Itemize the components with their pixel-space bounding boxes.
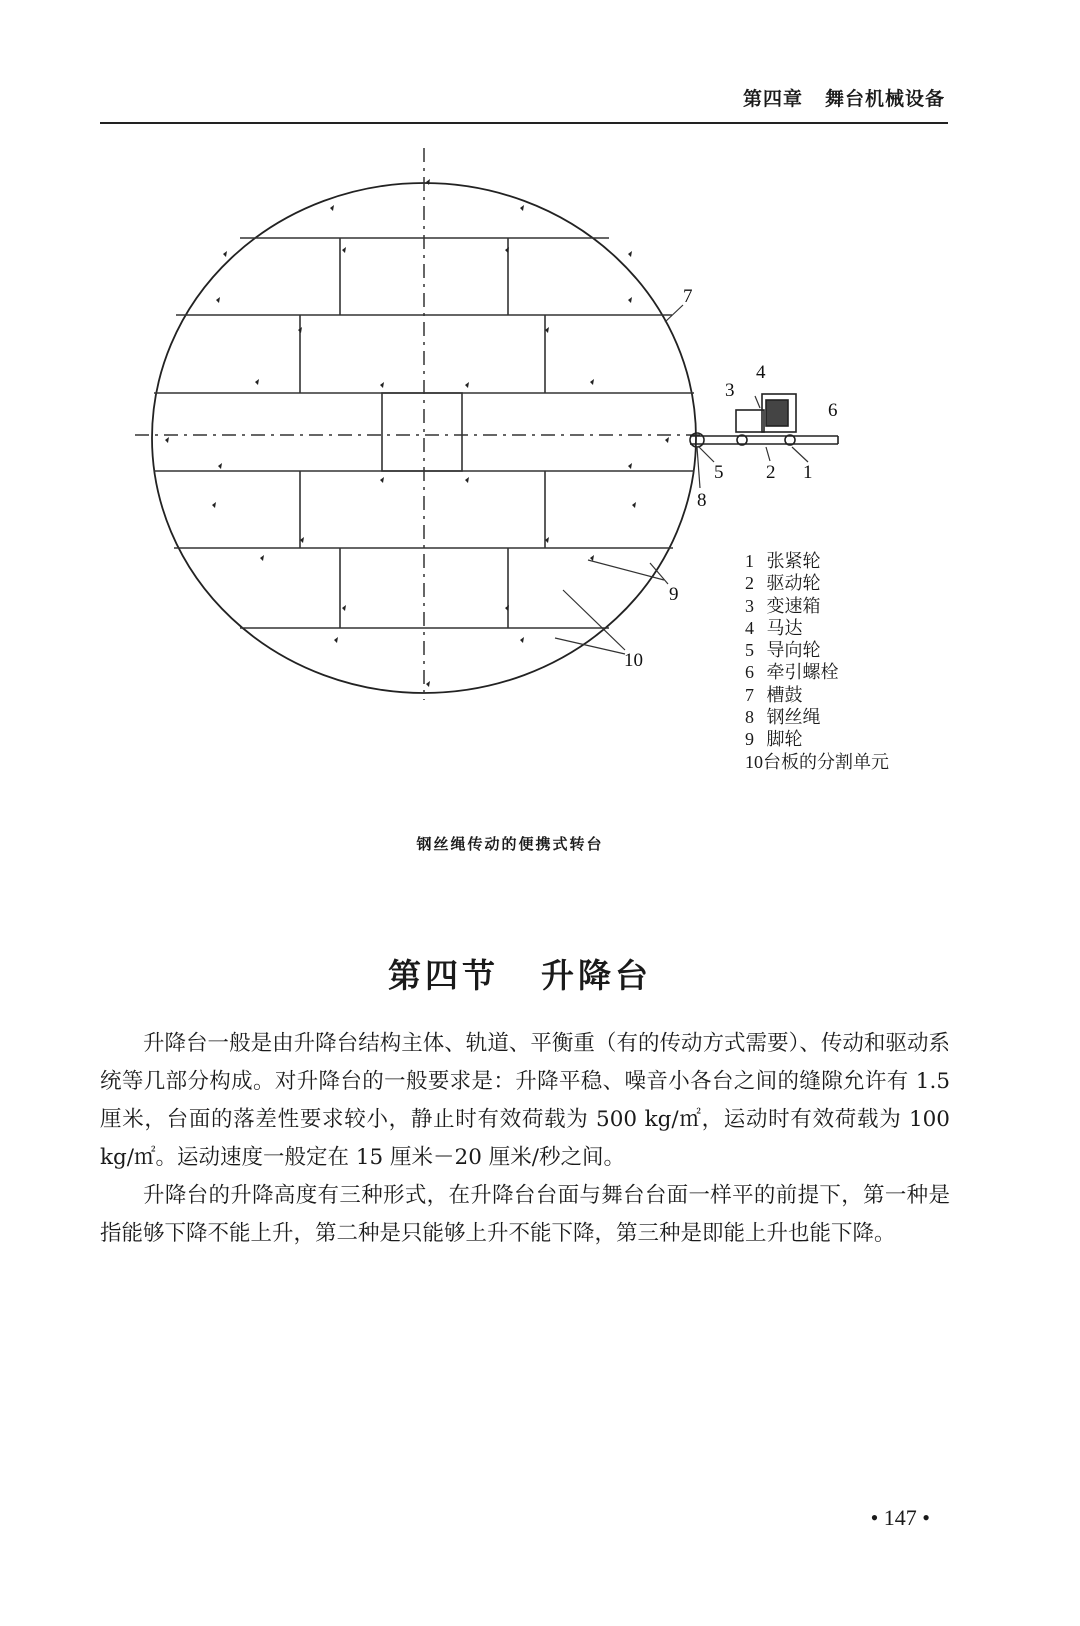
callout-1: 1 [803,462,813,483]
legend-item: 6 牵引螺栓 [745,662,839,683]
legend-item: 10台板的分割单元 [745,751,889,772]
legend-item: 1 张紧轮 [745,551,821,571]
legend-item: 8 钢丝绳 [745,707,821,728]
callout-8: 8 [697,490,707,511]
body-text [100,1025,950,1253]
callout-9: 9 [669,584,679,605]
center-panel [382,393,462,471]
callout-6: 6 [828,400,838,421]
paragraph: 升降台一般是由升降台结构主体、轨道、平衡重（有的传动方式需要）、传动和驱动系统等几部分构成。对升降台的一般要求是：升降平稳、噪音小各台之间的缝隙允许有 1.5 厘米，台面的落差性要求较小，静止时有效荷载为 500 kg/㎡，运动时有效荷载为 100 kg/㎡。运动速度一般定在 15 厘米－20 厘米/秒之间。 [100,1031,950,1170]
chapter-number: 第四章 [742,88,803,110]
legend-item: 7 槽鼓 [745,684,803,705]
chapter-title: 舞台机械设备 [824,88,945,110]
legend-item: 9 脚轮 [745,729,803,750]
callout-7: 7 [683,286,693,307]
callout-4: 4 [756,362,766,383]
caster-marks [165,179,669,687]
figure-legend [745,550,889,773]
page-number: • 147 • [870,1505,930,1530]
callout-2: 2 [766,462,776,483]
paragraph: 升降台的升降高度有三种形式，在升降台台面与舞台台面一样平的前提下，第一种是指能够下降不能上升，第二种是只能够上升不能下降，第三种是即能上升也能下降。 [100,1183,950,1246]
legend-item: 2 驱动轮 [745,573,821,594]
callout-3: 3 [725,380,735,401]
callout-10: 10 [624,650,643,671]
legend-item: 4 马达 [745,617,803,638]
section-title: 升降台 [541,956,652,995]
legend-item: 3 变速箱 [745,595,821,616]
drive-unit [690,394,838,447]
figure-caption: 钢丝绳传动的便携式转台 [416,835,604,853]
section-number: 第四节 [388,956,499,995]
section-heading [0,950,1040,997]
callout-5: 5 [714,462,724,483]
legend-item: 5 导向轮 [745,640,821,661]
